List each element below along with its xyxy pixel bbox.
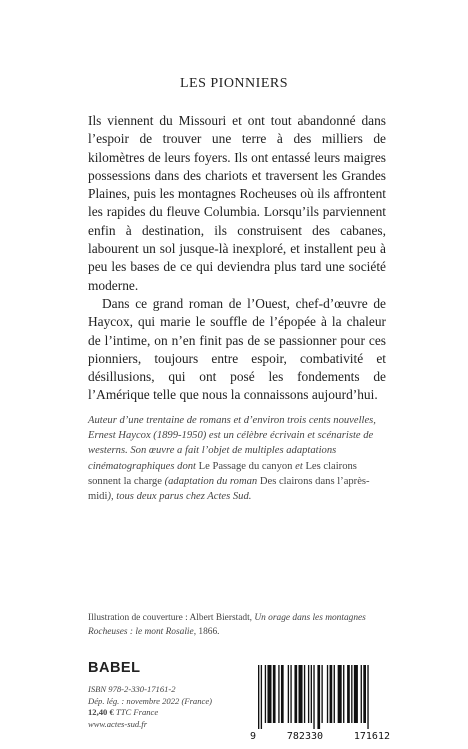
barcode-bar bbox=[294, 665, 297, 723]
film-title: Le Passage du canyon bbox=[198, 460, 293, 472]
barcode-bar bbox=[330, 665, 333, 723]
barcode-bar bbox=[311, 665, 312, 723]
barcode-bar bbox=[363, 665, 366, 723]
barcode-digit-group: 171612 bbox=[353, 731, 390, 742]
legal-deposit: Dép. lég. : novembre 2022 (France) bbox=[88, 695, 213, 706]
publisher-logo: BABEL bbox=[88, 660, 141, 676]
barcode-digit-group: 9 bbox=[250, 731, 257, 742]
novel-title: Des clairons dans l’après-midi bbox=[88, 475, 370, 503]
barcode-bar bbox=[351, 665, 352, 723]
barcode-bar bbox=[343, 665, 344, 723]
publication-info bbox=[88, 684, 248, 730]
price-line bbox=[88, 707, 248, 719]
barcode-bar bbox=[313, 665, 314, 729]
isbn: ISBN 978-2-330-17161-2 bbox=[88, 684, 176, 694]
bio-text: (adaptation du roman bbox=[161, 475, 260, 487]
bio-text: et bbox=[292, 460, 306, 472]
credit-prefix: Illustration de couverture : Albert Bierstadt, bbox=[88, 613, 255, 623]
barcode-bar bbox=[321, 665, 322, 723]
barcode-bar bbox=[299, 665, 303, 723]
barcode-bar bbox=[278, 665, 279, 723]
barcode-bar bbox=[338, 665, 342, 723]
barcode-bars bbox=[252, 663, 386, 729]
barcode-bar bbox=[290, 665, 291, 723]
barcode-bar bbox=[265, 665, 266, 723]
film-title: Les clairons sonnent la charge bbox=[88, 460, 357, 487]
barcode-bar bbox=[347, 665, 350, 723]
barcode-bar bbox=[327, 665, 328, 723]
barcode-bar bbox=[361, 665, 362, 723]
bio-text: ), tous deux parus chez Actes Sud. bbox=[107, 491, 252, 503]
barcode-bar bbox=[258, 665, 259, 729]
barcode-digit-group: 782330 bbox=[286, 731, 324, 742]
barcode-bar bbox=[367, 665, 368, 729]
blurb bbox=[88, 112, 386, 405]
blurb-paragraph: Ils viennent du Missouri et ont tout abandonné dans l’espoir de trouver une terre à des milliers de kilomètres de leurs foyers. Ils ont entassé leurs maigres possessions dans des chariots et traversent les Grandes Plaines, puis les montagnes Rocheuses où ils affrontent les rapides du fleuve Columbia. Lorsqu’ils parviennent enfin à destination, ils construisent des cabanes, labourent un sol jusque-là inexploré, et installent peu à peu les bases de ce qui deviendra plus tard une société moderne. bbox=[88, 113, 386, 293]
price: 12,40 € bbox=[88, 707, 114, 718]
barcode-bar bbox=[334, 665, 335, 723]
barcode-bar bbox=[273, 665, 276, 723]
cover-credit bbox=[88, 612, 388, 639]
artwork-title: Un orage dans les montagnes Rocheuses : le mont Rosalie bbox=[88, 613, 366, 637]
barcode-bar bbox=[281, 665, 284, 723]
barcode-digits bbox=[250, 731, 390, 742]
book-title: LES PIONNIERS bbox=[179, 76, 288, 91]
barcode-bar bbox=[317, 665, 320, 729]
barcode-bar bbox=[261, 665, 262, 729]
barcode-bar bbox=[354, 665, 358, 723]
author-bio bbox=[88, 413, 388, 504]
barcode-bar bbox=[267, 665, 271, 723]
barcode-bar bbox=[288, 665, 289, 723]
barcode-bar bbox=[308, 665, 309, 723]
barcode-bar bbox=[304, 665, 305, 723]
website: www.actes-sud.fr bbox=[88, 718, 148, 729]
price-suffix: TTC France bbox=[113, 707, 159, 718]
bio-text: Auteur d’une trentaine de romans et d’environ trois cents nouvelles, Ernest Haycox (1899-1950) est un célèbre écrivain et scénariste de westerns. Son œuvre a fait l’objet de multiples adaptations cinématographiques dont bbox=[88, 415, 376, 472]
blurb-paragraph: Dans ce grand roman de l’Ouest, chef-d’œuvre de Haycox, qui marie le souffle de l’épopée à la chaleur de l’intime, on n’en finit pas de se passionner pour ces pionniers, toujours entre espoir, combativité et désillusions, qui ont posé les fondements de l’Amérique telle que nous la connaissons aujourd’hui. bbox=[88, 295, 386, 403]
credit-suffix: , 1866. bbox=[193, 626, 220, 637]
